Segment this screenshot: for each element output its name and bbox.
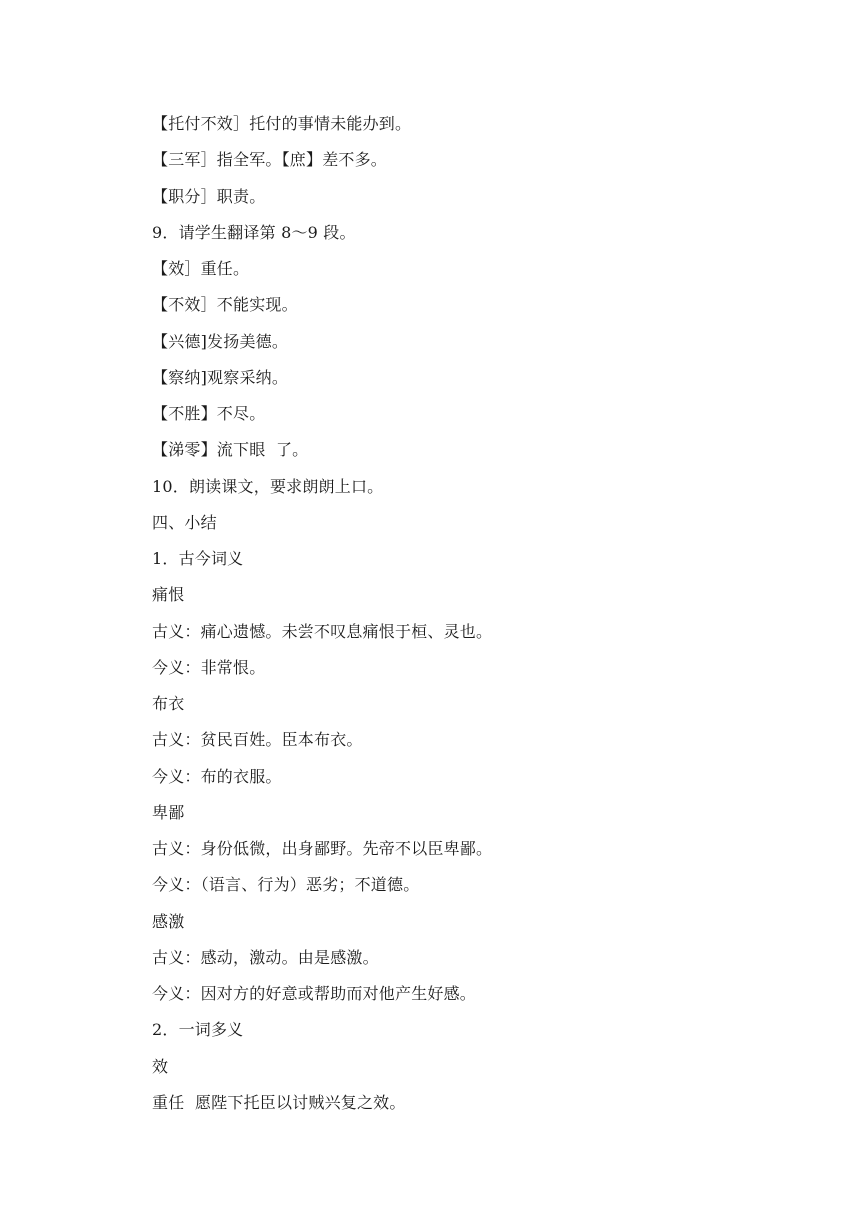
note-sanjun-shu: 【三军］指全军。【庶】差不多。 bbox=[152, 150, 388, 170]
modern-meaning-beibi: 今义：（语言、行为）恶劣；不道德。 bbox=[152, 875, 420, 895]
meaning-xiao-zhongren: 重任 愿陛下托臣以讨贼兴复之效。 bbox=[152, 1092, 406, 1112]
subsection-polysemy: 2．一词多义 bbox=[152, 1020, 244, 1040]
note-xingde: 【兴德]发扬美德。 bbox=[152, 331, 289, 351]
term-tonghen: 痛恨 bbox=[152, 585, 185, 605]
document-body bbox=[152, 106, 752, 1121]
term-beibi: 卑鄙 bbox=[152, 802, 185, 822]
term-xiao: 效 bbox=[152, 1056, 169, 1076]
ancient-meaning-ganji: 古义：感动，激动。由是感激。 bbox=[152, 947, 379, 967]
term-ganji: 感激 bbox=[152, 911, 185, 931]
ancient-meaning-tonghen: 古义：痛心遗憾。未尝不叹息痛恨于桓、灵也。 bbox=[152, 621, 493, 641]
ancient-meaning-buyi: 古义：贫民百姓。臣本布衣。 bbox=[152, 730, 363, 750]
modern-meaning-ganji: 今义：因对方的好意或帮助而对他产生好感。 bbox=[152, 984, 477, 1003]
note-tuofu-buxiao: 【托付不效］托付的事情未能办到。 bbox=[152, 114, 412, 133]
term-buyi: 布衣 bbox=[152, 694, 185, 713]
modern-meaning-buyi: 今义：布的衣服。 bbox=[152, 766, 282, 786]
note-tiling: 【涕零】流下眼 了。 bbox=[152, 440, 309, 460]
note-chana: 【察纳]观察采纳。 bbox=[152, 367, 289, 387]
subsection-ancient-modern-meaning: 1．古今词义 bbox=[152, 549, 244, 568]
note-buxiao: 【不效］不能实现。 bbox=[152, 295, 298, 315]
modern-meaning-tonghen: 今义：非常恨。 bbox=[152, 657, 266, 677]
note-zhifen: 【职分］职责。 bbox=[152, 186, 266, 206]
ancient-meaning-beibi: 古义：身份低微，出身鄙野。先帝不以臣卑鄙。 bbox=[152, 839, 493, 858]
step-9-heading: 9．请学生翻译第 8～9 段。 bbox=[152, 222, 356, 242]
note-busheng: 【不胜】不尽。 bbox=[152, 404, 266, 423]
note-xiao: 【效］重任。 bbox=[152, 259, 250, 278]
step-10-heading: 10．朗读课文，要求朗朗上口。 bbox=[152, 476, 384, 496]
section-summary-heading: 四、小结 bbox=[152, 512, 217, 532]
